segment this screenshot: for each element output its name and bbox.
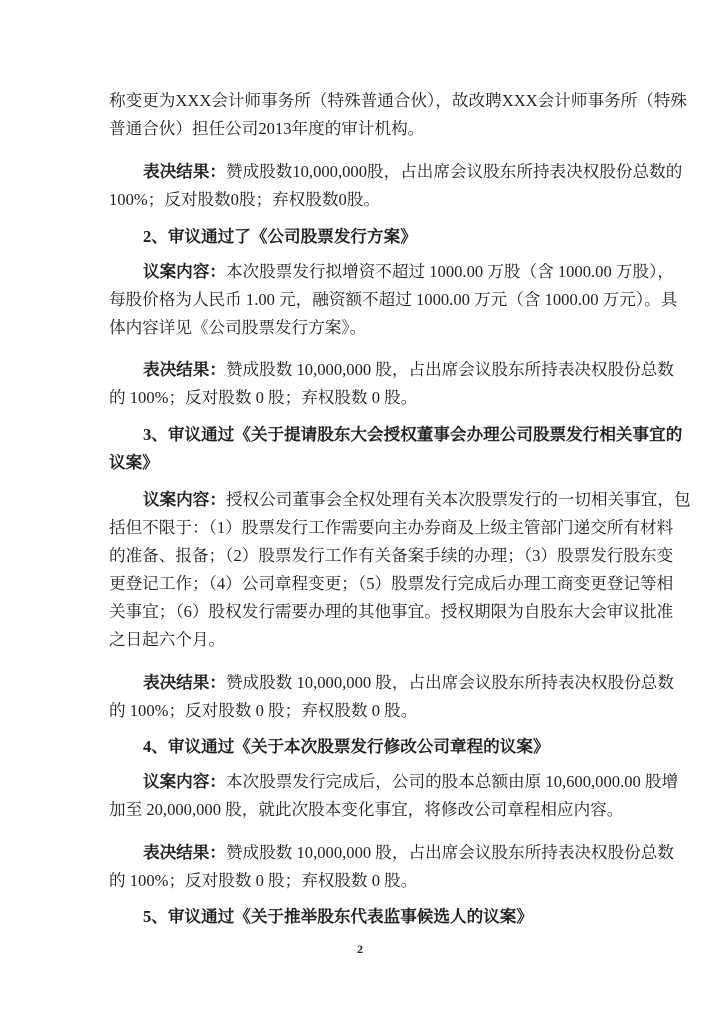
text-line	[109, 421, 683, 449]
paragraph-label: 议案内容：	[143, 490, 226, 509]
line-text: 赞成股数 10,000,000 股，占出席会议股东所持表决权股份总数	[225, 843, 674, 862]
text-line	[109, 626, 612, 654]
text-line	[109, 542, 674, 570]
text-line	[109, 115, 612, 143]
line-text: 赞成股数 10,000,000 股，占出席会议股东所持表决权股份总数	[225, 360, 674, 379]
line-text: 括但不限于：（1）股票发行工作需要向主办券商及上级主管部门递交所有材料	[109, 518, 674, 537]
page-number: 2	[357, 942, 363, 956]
paragraph	[109, 356, 674, 412]
text-line	[109, 839, 674, 867]
line-text: 的 100%；反对股数 0 股；弃权股数 0 股。	[109, 701, 418, 720]
paragraph	[109, 158, 683, 214]
paragraph	[109, 669, 674, 725]
line-text: 本次股票发行拟增资不超过 1000.00 万股（含 1000.00 万股），	[225, 262, 674, 281]
section-heading	[109, 903, 612, 931]
text-line	[109, 903, 612, 931]
line-text: 授权公司董事会全权处理有关本次股票发行的一切相关事宜，包	[225, 490, 691, 509]
line-text: 本次股票发行完成后，公司的股本总额由原 10,600,000.00 股增	[225, 772, 679, 791]
paragraph-label: 议案内容：	[143, 262, 226, 281]
paragraph-label: 表决结果：	[143, 843, 226, 862]
line-text: 5、审议通过《关于推举股东代表监事候选人的议案》	[143, 907, 533, 926]
text-line	[109, 598, 674, 626]
line-text: 之日起六个月。	[109, 630, 226, 649]
paragraph	[109, 768, 679, 824]
text-line	[109, 258, 674, 286]
line-text: 的 100%；反对股数 0 股；弃权股数 0 股。	[109, 871, 418, 890]
paragraph	[109, 87, 688, 143]
line-text: 的准备、报备；（2）股票发行工作有关备案手续的办理；（3）股票发行股东变	[109, 546, 674, 565]
text-line	[109, 867, 612, 895]
text-line	[109, 570, 674, 598]
text-line	[109, 449, 612, 477]
line-text: 100%；反对股数0股；弃权股数0股。	[109, 190, 381, 209]
line-text: 的 100%；反对股数 0 股；弃权股数 0 股。	[109, 388, 418, 407]
line-text: 称变更为XXX会计师事务所（特殊普通合伙），故改聘XXX会计师事务所（特殊	[109, 91, 688, 110]
text-line	[109, 796, 624, 824]
text-line	[109, 87, 688, 115]
line-text: 议案》	[109, 453, 159, 472]
line-text: 更登记工作；（4）公司章程变更；（5）股票发行完成后办理工商变更登记等相	[109, 574, 674, 593]
paragraph-label: 表决结果：	[143, 673, 226, 692]
line-text: 2、审议通过了《公司股票发行方案》	[143, 227, 417, 246]
text-line	[109, 669, 674, 697]
line-text: 加至 20,000,000 股，就此次股本变化事宜，将修改公司章程相应内容。	[109, 800, 624, 819]
section-heading	[109, 421, 683, 477]
section-heading	[109, 223, 612, 251]
line-text: 4、审议通过《关于本次股票发行修改公司章程的议案》	[143, 737, 550, 756]
line-text: 赞成股数 10,000,000 股，占出席会议股东所持表决权股份总数	[225, 673, 674, 692]
text-line	[109, 768, 679, 796]
line-text: 关事宜；（6）股权发行需要办理的其他事宜。授权期限为自股东大会审议批准	[109, 602, 674, 621]
text-line	[109, 286, 678, 314]
text-line	[109, 186, 612, 214]
paragraph	[109, 839, 674, 895]
paragraph-label: 表决结果：	[143, 162, 226, 181]
line-text: 3、审议通过《关于提请股东大会授权董事会办理公司股票发行相关事宜的	[143, 425, 683, 444]
paragraph	[109, 258, 678, 342]
text-line	[109, 486, 691, 514]
line-text: 普通合伙）担任公司2013年度的审计机构。	[109, 119, 425, 138]
text-line	[109, 356, 674, 384]
paragraph-label: 表决结果：	[143, 360, 226, 379]
text-line	[109, 384, 612, 412]
line-text: 每股价格为人民币 1.00 元，融资额不超过 1000.00 万元（含 1000.00 万元）。具	[109, 290, 678, 309]
section-heading	[109, 733, 612, 761]
text-line	[109, 514, 674, 542]
line-text: 赞成股数10,000,000股，占出席会议股东所持表决权股份总数的	[225, 162, 683, 181]
paragraph-label: 议案内容：	[143, 772, 226, 791]
text-line	[109, 733, 612, 761]
text-line	[109, 223, 612, 251]
line-text: 体内容详见《公司股票发行方案》。	[109, 318, 367, 337]
text-line	[109, 158, 683, 186]
text-line	[109, 314, 612, 342]
paragraph	[109, 486, 691, 654]
text-line	[109, 697, 612, 725]
